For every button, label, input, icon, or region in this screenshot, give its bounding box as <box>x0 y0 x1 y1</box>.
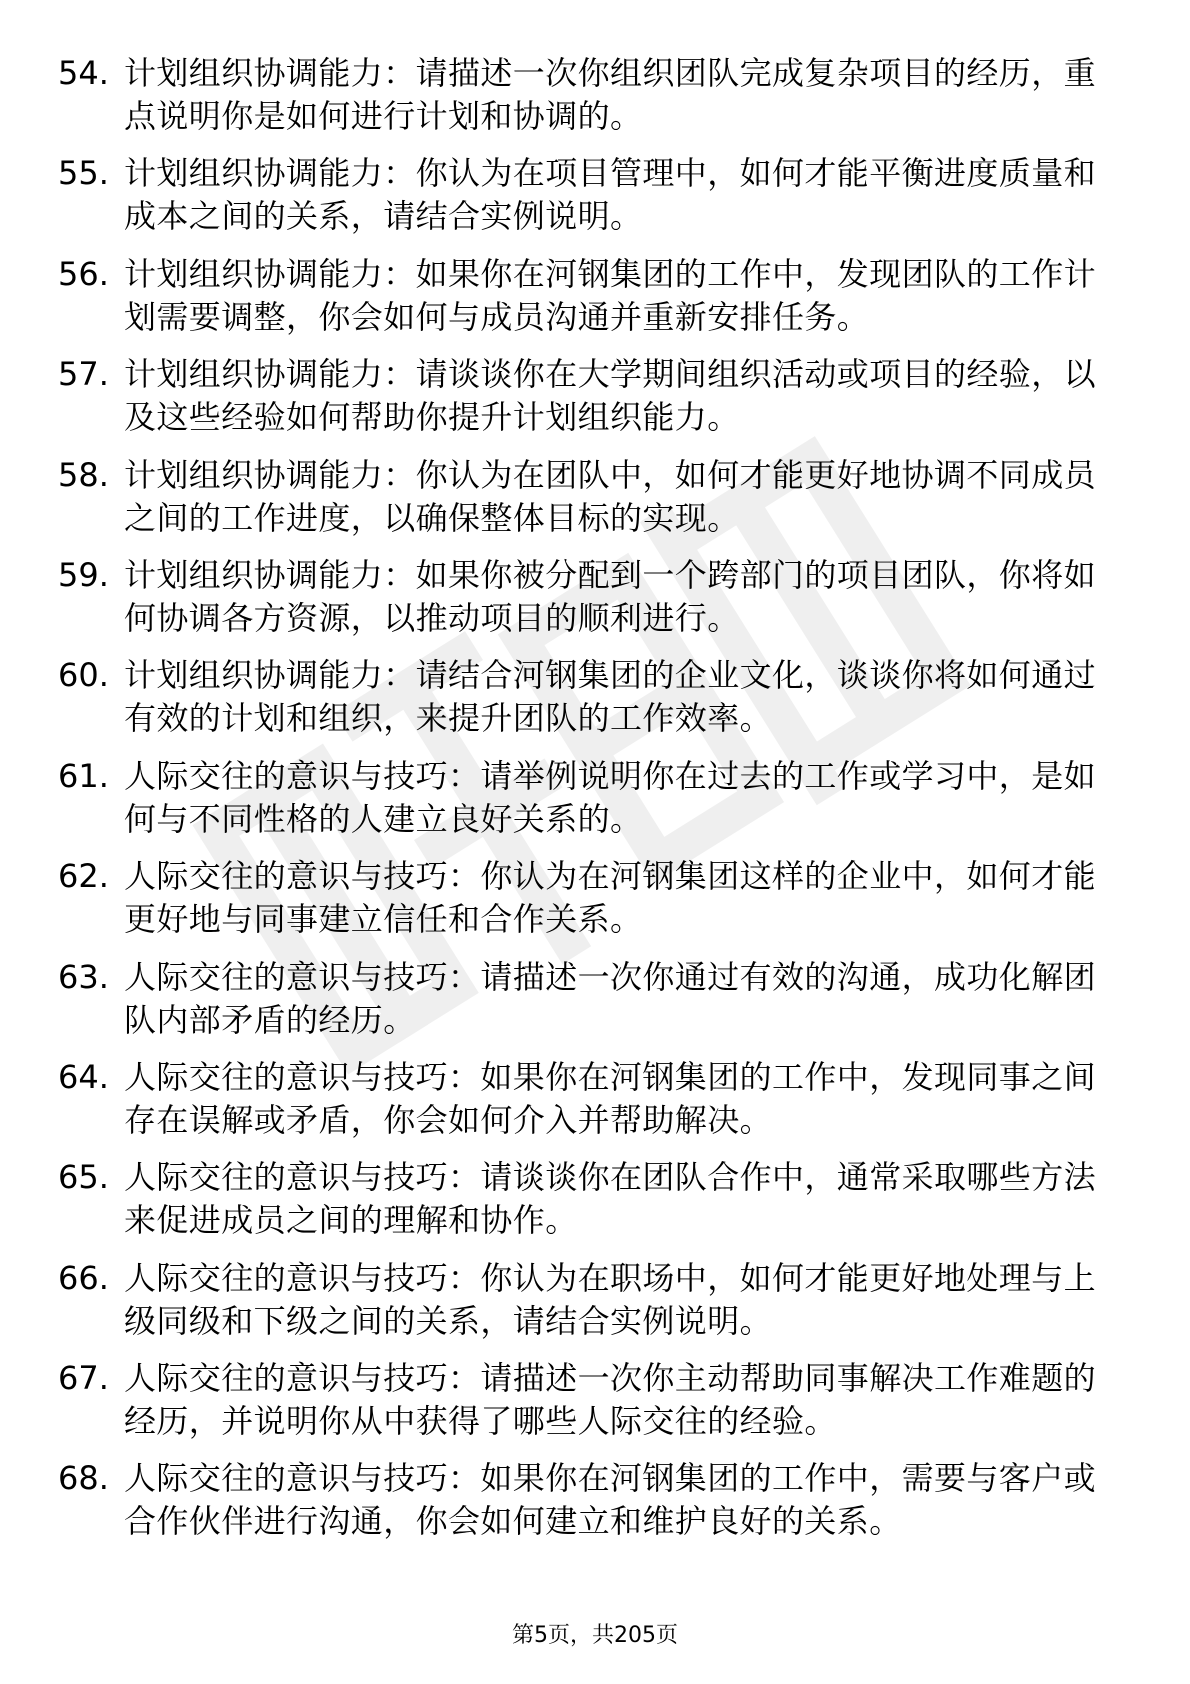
question-text: 人际交往的意识与技巧：请谈谈你在团队合作中，通常采取哪些方法来促进成员之间的理解和协作。 <box>124 1158 1097 1240</box>
question-text: 人际交往的意识与技巧：你认为在职场中，如何才能更好地处理与上级同级和下级之间的关系，请结合实例说明。 <box>124 1258 1097 1340</box>
question-text: 人际交往的意识与技巧：如果你在河钢集团的工作中，发现同事之间存在误解或矛盾，你会如何介入并帮助解决。 <box>124 1057 1097 1139</box>
question-item <box>58 1357 1118 1443</box>
page-number-label: 第5页，共205页 <box>512 1623 678 1648</box>
question-number: 58. <box>58 455 109 494</box>
question-item <box>58 855 1118 941</box>
question-item <box>58 554 1118 640</box>
question-number: 63. <box>58 957 109 996</box>
question-item <box>58 1457 1118 1543</box>
question-text: 计划组织协调能力：请谈谈你在大学期间组织活动或项目的经验，以及这些经验如何帮助你提升计划组织能力。 <box>124 355 1097 437</box>
question-text: 人际交往的意识与技巧：请描述一次你通过有效的沟通，成功化解团队内部矛盾的经历。 <box>124 957 1097 1039</box>
question-item <box>58 353 1118 439</box>
question-item <box>58 52 1118 138</box>
question-number: 61. <box>58 756 109 795</box>
question-number: 64. <box>58 1057 109 1096</box>
question-item <box>58 454 1118 540</box>
question-item <box>58 1056 1118 1142</box>
question-text: 计划组织协调能力：请结合河钢集团的企业文化，谈谈你将如何通过有效的计划和组织，来提升团队的工作效率。 <box>124 656 1097 738</box>
question-number: 66. <box>58 1258 109 1297</box>
question-number: 65. <box>58 1158 109 1197</box>
question-text: 计划组织协调能力：你认为在项目管理中，如何才能平衡进度质量和成本之间的关系，请结合实例说明。 <box>124 154 1097 236</box>
question-item <box>58 654 1118 740</box>
question-number: 62. <box>58 857 109 896</box>
question-text: 计划组织协调能力：如果你在河钢集团的工作中，发现团队的工作计划需要调整，你会如何与成员沟通并重新安排任务。 <box>124 254 1097 336</box>
question-text: 人际交往的意识与技巧：如果你在河钢集团的工作中，需要与客户或合作伙伴进行沟通，你会如何建立和维护良好的关系。 <box>124 1459 1097 1541</box>
question-list <box>58 52 1118 1558</box>
question-number: 56. <box>58 254 109 293</box>
question-text: 计划组织协调能力：请描述一次你组织团队完成复杂项目的经历，重点说明你是如何进行计划和协调的。 <box>124 54 1097 135</box>
question-text: 计划组织协调能力：你认为在团队中，如何才能更好地协调不同成员之间的工作进度，以确保整体目标的实现。 <box>124 455 1097 537</box>
question-item <box>58 1156 1118 1242</box>
question-text: 计划组织协调能力：如果你被分配到一个跨部门的项目团队，你将如何协调各方资源，以推动项目的顺利进行。 <box>124 555 1097 637</box>
question-text: 人际交往的意识与技巧：请描述一次你主动帮助同事解决工作难题的经历，并说明你从中获得了哪些人际交往的经验。 <box>124 1359 1097 1441</box>
question-number: 60. <box>58 656 109 695</box>
question-item <box>58 253 1118 339</box>
question-number: 55. <box>58 154 109 193</box>
question-number: 59. <box>58 555 109 594</box>
question-number: 68. <box>58 1459 109 1498</box>
page-footer <box>0 1622 1190 1650</box>
question-item <box>58 152 1118 238</box>
question-item <box>58 755 1118 841</box>
question-number: 57. <box>58 355 109 394</box>
question-text: 人际交往的意识与技巧：你认为在河钢集团这样的企业中，如何才能更好地与同事建立信任和合作关系。 <box>124 857 1097 939</box>
question-text: 人际交往的意识与技巧：请举例说明你在过去的工作或学习中，是如何与不同性格的人建立良好关系的。 <box>124 756 1097 838</box>
question-item <box>58 956 1118 1042</box>
question-number: 67. <box>58 1359 109 1398</box>
question-item <box>58 1257 1118 1343</box>
question-number: 54. <box>58 54 109 92</box>
